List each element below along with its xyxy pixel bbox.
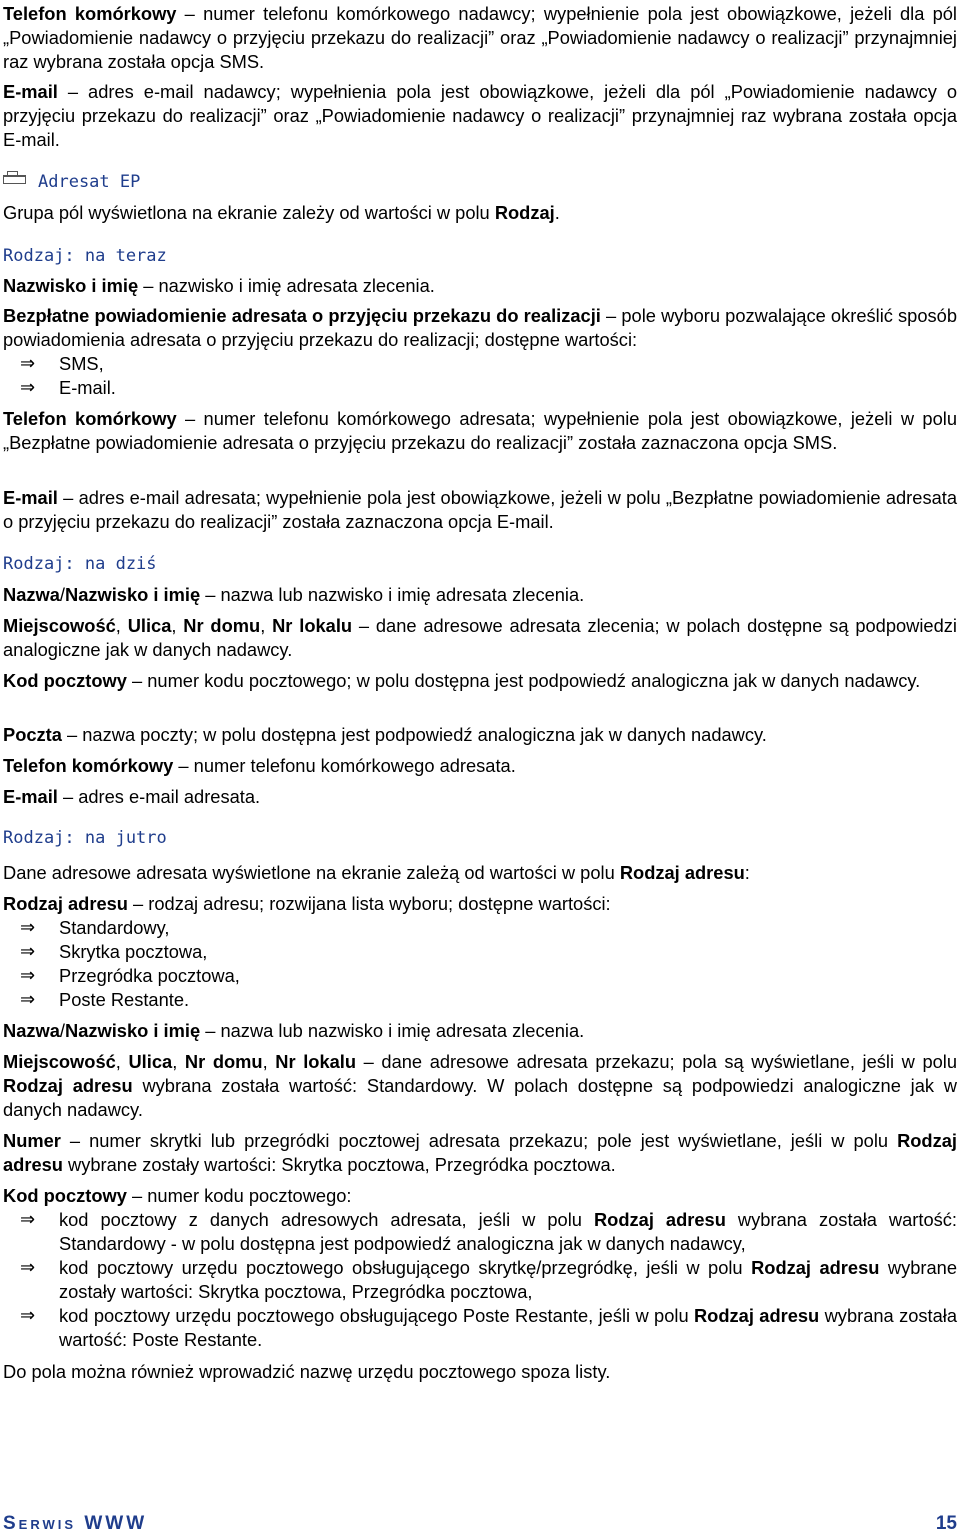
field-term: E-mail: [3, 786, 58, 807]
list-item: [0, 964, 957, 988]
jutro-type-paragraph: [3, 892, 957, 916]
separator: ,: [115, 615, 128, 636]
jutro-zip-paragraph: [3, 1184, 957, 1208]
arrow-icon: ⇒: [20, 989, 36, 1010]
separator: ,: [171, 615, 184, 636]
field-term: Ulica: [127, 615, 172, 636]
jutro-name-paragraph: [3, 1019, 957, 1043]
list-item: [0, 916, 957, 940]
sender-phone-paragraph: [3, 2, 957, 74]
field-desc: wybrana została wartość: Standardowy. W polach dostępne są podpowiedzi analogiczne jak w danych nadawcy.: [3, 1075, 957, 1120]
teraz-notification-paragraph: [3, 304, 957, 352]
field-term: Nr lokalu: [275, 1051, 357, 1072]
field-term: Nazwa: [3, 1020, 60, 1041]
field-desc: wybrane zostały wartości: Skrytka pocztowa, Przegródka pocztowa.: [62, 1154, 616, 1175]
teraz-name-paragraph: [3, 274, 957, 298]
item-text: kod pocztowy z danych adresowych adresata, jeśli w polu: [59, 1209, 594, 1230]
teraz-phone-paragraph: [3, 407, 957, 455]
option-text: Poste Restante.: [59, 989, 190, 1010]
heading-na-teraz: Rodzaj: na teraz: [3, 246, 167, 266]
field-desc: – numer kodu pocztowego:: [126, 1185, 352, 1206]
option-text: Skrytka pocztowa,: [59, 941, 208, 962]
field-desc: – adres e-mail adresata; wypełnienie pola jest obowiązkowe, jeżeli w polu „Bezpłatne powiadomienie adresata o przyjęciu przekazu do realizacji” została zaznaczona opcja E-mail.: [3, 487, 957, 532]
jutro-address-paragraph: [3, 1050, 957, 1122]
field-term: Bezpłatne powiadomienie adresata o przyjęciu przekazu do realizacji: [3, 305, 601, 326]
separator: ,: [262, 1051, 276, 1072]
arrow-icon: ⇒: [20, 377, 36, 398]
field-term: Rodzaj adresu: [751, 1257, 880, 1278]
list-item: [0, 940, 957, 964]
dzis-email-paragraph: [3, 785, 957, 809]
field-term: Rodzaj adresu: [3, 1075, 133, 1096]
field-term: E-mail: [3, 487, 58, 508]
field-term: Nr domu: [183, 615, 261, 636]
field-term: Miejscowość: [3, 615, 116, 636]
arrow-icon: ⇒: [20, 965, 36, 986]
field-desc: – dane adresowe adresata przekazu; pola są wyświetlane, jeśli w polu: [356, 1051, 958, 1072]
arrow-icon: ⇒: [20, 941, 36, 962]
field-term: Rodzaj adresu: [3, 1130, 957, 1175]
arrow-icon: ⇒: [20, 353, 36, 374]
field-term: E-mail: [3, 81, 58, 102]
field-term: Ulica: [128, 1051, 173, 1072]
adresat-intro: [3, 201, 957, 225]
item-text: kod pocztowy urzędu pocztowego obsługującego skrytkę/przegródkę, jeśli w polu: [59, 1257, 752, 1278]
field-desc: – pole wyboru pozwalające określić sposób powiadomienia adresata o przyjęciu przekazu do realizacji; dostępne wartości:: [3, 305, 957, 350]
intro-text: :: [744, 862, 750, 883]
field-desc: – adres e-mail nadawcy; wypełnienia pola jest obowiązkowe, jeżeli dla pól „Powiadomienie nadawcy o przyjęciu przekazu do realizacji” oraz „Powiadomienie nadawcy o realizacji” przynajmniej raz wybrana została opcja E-mail.: [3, 81, 957, 150]
separator: ,: [260, 615, 273, 636]
list-item: [0, 1208, 957, 1256]
separator: /: [59, 584, 65, 605]
heading-na-dzis: Rodzaj: na dziś: [3, 554, 157, 574]
separator: /: [59, 1020, 65, 1041]
item-text: wybrana została wartość: Standardowy - w polu dostępna jest podpowiedź analogiczna jak w danych nadawcy,: [59, 1209, 957, 1254]
teraz-email-paragraph: [3, 486, 957, 534]
dzis-phone-paragraph: [3, 754, 957, 778]
sender-email-paragraph: [3, 80, 957, 152]
list-item: [0, 376, 957, 400]
folder-icon: [3, 175, 26, 184]
field-desc: – adres e-mail adresata.: [57, 786, 261, 807]
field-desc: – nazwa lub nazwisko i imię adresata zlecenia.: [200, 1020, 585, 1041]
arrow-icon: ⇒: [20, 917, 36, 938]
field-desc: – numer telefonu komórkowego adresata.: [173, 755, 516, 776]
field-term: Kod pocztowy: [3, 1185, 127, 1206]
field-term: Rodzaj adresu: [693, 1305, 820, 1326]
option-text: Przegródka pocztowa,: [59, 965, 240, 986]
option-text: SMS,: [59, 353, 104, 374]
arrow-icon: ⇒: [20, 1305, 36, 1326]
jutro-zip-options: [0, 1208, 957, 1352]
separator: ,: [115, 1051, 129, 1072]
field-desc: – rodzaj adresu; rozwijana lista wyboru; dostępne wartości:: [127, 893, 611, 914]
field-desc: – nazwa lub nazwisko i imię adresata zlecenia.: [200, 584, 585, 605]
field-desc: – numer skrytki lub przegródki pocztowej adresata przekazu; pole jest wyświetlane, jeśli w polu: [60, 1130, 898, 1151]
list-item: [0, 988, 957, 1012]
field-term: Rodzaj adresu: [593, 1209, 726, 1230]
field-term: Nr domu: [184, 1051, 263, 1072]
field-term: Miejscowość: [3, 1051, 116, 1072]
teraz-notification-options: [0, 352, 957, 400]
field-desc: – numer kodu pocztowego; w polu dostępna jest podpowiedź analogiczna jak w danych nadawcy.: [126, 670, 921, 691]
field-term: Nr lokalu: [272, 615, 353, 636]
list-item: [0, 352, 957, 376]
intro-text: Dane adresowe adresata wyświetlone na ekranie zależą od wartości w polu: [3, 862, 620, 883]
list-item: [0, 1304, 957, 1352]
page-number: 15: [935, 1513, 957, 1534]
jutro-closing: Do pola można również wprowadzić nazwę urzędu pocztowego spoza listy.: [3, 1361, 611, 1382]
field-term: Rodzaj: [494, 202, 555, 223]
field-term: Numer: [3, 1130, 61, 1151]
jutro-type-options: [0, 916, 957, 1012]
jutro-number-paragraph: [3, 1129, 957, 1177]
arrow-icon: ⇒: [20, 1257, 36, 1278]
field-term: Nazwa: [3, 584, 60, 605]
option-text: Standardowy,: [59, 917, 170, 938]
option-text: E-mail.: [59, 377, 116, 398]
dzis-address-paragraph: [3, 614, 957, 662]
field-desc: – dane adresowe adresata zlecenia; w polach dostępne są podpowiedzi analogiczne jak w danych nadawcy.: [3, 615, 957, 660]
arrow-icon: ⇒: [20, 1209, 36, 1230]
field-desc: – nazwisko i imię adresata zlecenia.: [138, 275, 435, 296]
intro-text: Grupa pól wyświetlona na ekranie zależy od wartości w polu: [3, 202, 495, 223]
list-item: [0, 1256, 957, 1304]
field-term: Telefon komórkowy: [3, 3, 177, 24]
field-term: Nazwisko i imię: [65, 1020, 201, 1041]
dzis-zip-paragraph: [3, 669, 957, 693]
separator: ,: [172, 1051, 185, 1072]
field-desc: – nazwa poczty; w polu dostępna jest podpowiedź analogiczna jak w danych nadawcy.: [61, 724, 767, 745]
field-term: Rodzaj adresu: [619, 862, 745, 883]
jutro-intro: [3, 861, 957, 885]
field-desc: – numer telefonu komórkowego adresata; wypełnienie pola jest obowiązkowe, jeżeli w polu „Bezpłatne powiadomienie adresata o przyjęciu przekazu do realizacji” została zaznaczona opcja SMS.: [3, 408, 957, 453]
dzis-post-paragraph: [3, 723, 957, 747]
field-term: Telefon komórkowy: [3, 755, 174, 776]
field-term: Nazwisko i imię: [3, 275, 139, 296]
field-desc: – numer telefonu komórkowego nadawcy; wypełnienie pola jest obowiązkowe, jeżeli dla pól „Powiadomienie nadawcy o przyjęciu przekazu do realizacji” oraz „Powiadomienie nadawcy o realizacji” przynajmniej raz wybrana została opcja SMS.: [3, 3, 957, 72]
dzis-name-paragraph: [3, 583, 957, 607]
field-term: Rodzaj adresu: [3, 893, 128, 914]
section-title-adresat: Adresat EP: [38, 172, 141, 192]
field-term: Nazwisko i imię: [65, 584, 201, 605]
intro-text: .: [554, 202, 560, 223]
field-term: Poczta: [3, 724, 62, 745]
footer-section-title: Serwis WWW: [3, 1513, 148, 1534]
item-text: wybrane zostały wartości: Skrytka pocztowa, Przegródka pocztowa,: [59, 1257, 957, 1302]
item-text: wybrana została wartość: Poste Restante.: [59, 1305, 957, 1350]
heading-na-jutro: Rodzaj: na jutro: [3, 828, 167, 848]
field-term: Kod pocztowy: [3, 670, 127, 691]
field-term: Telefon komórkowy: [3, 408, 177, 429]
item-text: kod pocztowy urzędu pocztowego obsługującego Poste Restante, jeśli w polu: [59, 1305, 694, 1326]
